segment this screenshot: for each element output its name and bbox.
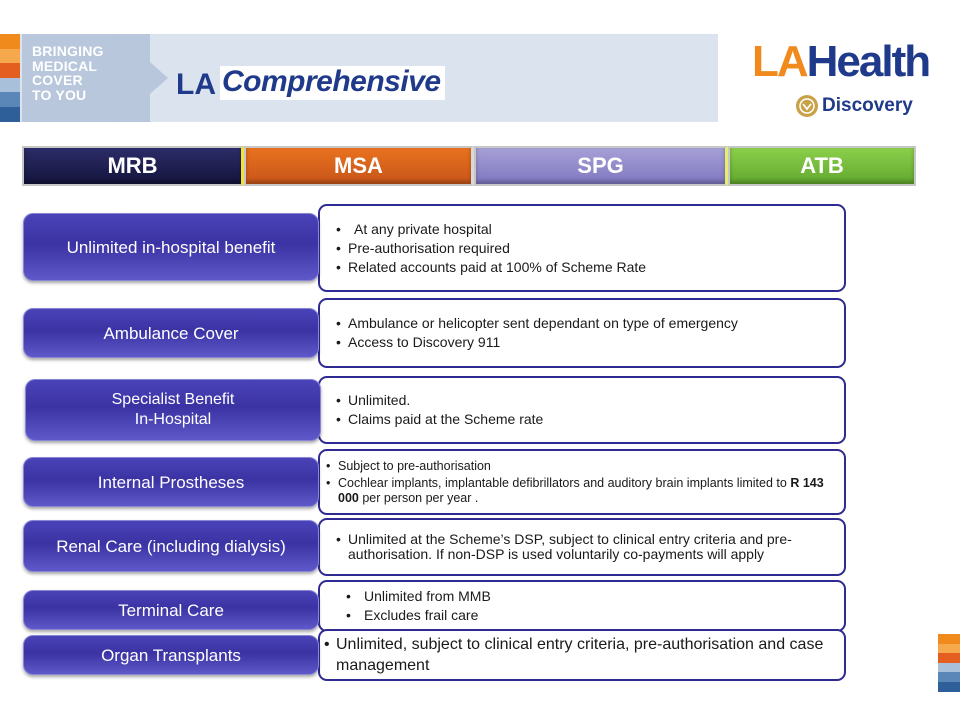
benefit-card-renal [318, 518, 846, 576]
benefit-title-prostheses[interactable] [23, 457, 319, 507]
benefit-point: • At any private hospital [336, 220, 844, 239]
brand-color-stripe-right [938, 634, 960, 692]
benefit-title-in-hospital[interactable] [23, 213, 319, 281]
benefit-card-ambulance [318, 298, 846, 368]
lahealth-logo [752, 37, 930, 86]
tab-msa[interactable]: MSA [244, 146, 474, 186]
benefit-title-specialist[interactable] [25, 379, 321, 441]
stripe-segment [938, 663, 960, 673]
benefit-title-label: Internal Prostheses [97, 472, 245, 492]
brand-color-stripe [0, 34, 20, 122]
tagline-text: BRINGING MEDICAL COVER TO YOU [32, 43, 104, 103]
benefit-title-terminal[interactable] [23, 590, 319, 630]
stripe-segment [0, 63, 20, 78]
benefit-title-line: In-Hospital [134, 411, 212, 428]
benefit-card-transplants [318, 629, 846, 681]
stripe-segment [938, 682, 960, 692]
benefit-title-transplants[interactable] [23, 635, 319, 675]
stripe-segment [0, 107, 20, 122]
plan-name: Comprehensive [222, 65, 441, 98]
benefit-point: • Unlimited at the Scheme’s DSP, subject to clinical entry criteria and pre-authorisation. If non-DSP is used voluntarily co-payments will apply [336, 532, 844, 563]
benefit-point: • Claims paid at the Scheme rate [336, 410, 844, 429]
benefit-point-text: Cochlear implants, implantable defibrillators and auditory brain implants limited to [338, 476, 787, 491]
benefit-title-renal[interactable] [23, 520, 319, 572]
benefit-title-label: Organ Transplants [101, 645, 241, 665]
benefit-card-terminal [318, 580, 846, 632]
stripe-segment [0, 34, 20, 49]
tab-atb[interactable]: ATB [728, 146, 916, 186]
benefit-point: • Related accounts paid at 100% of Scheme Rate [336, 258, 844, 277]
stripe-segment [938, 644, 960, 654]
benefit-point: • Unlimited from MMB [346, 587, 844, 606]
stripe-segment [938, 672, 960, 682]
benefit-card-in-hospital [318, 204, 846, 292]
stripe-segment [0, 78, 20, 93]
benefit-card-prostheses [318, 449, 846, 515]
benefit-title-line: Specialist Benefit [111, 391, 235, 408]
benefit-point: • Pre-authorisation required [336, 239, 844, 258]
benefit-title-label: Terminal Care [118, 600, 224, 620]
benefit-point: • Unlimited. [336, 391, 844, 410]
benefit-title-label: Renal Care (including dialysis) [56, 536, 286, 556]
stripe-segment [938, 653, 960, 663]
stripe-segment [0, 49, 20, 64]
brand-la: LA [752, 37, 807, 86]
benefit-point [326, 476, 844, 505]
benefit-card-specialist [318, 376, 846, 444]
tab-spg[interactable]: SPG [474, 146, 728, 186]
limit-amount: R 143 000 [338, 476, 824, 505]
discovery-badge-icon [796, 95, 818, 117]
tagline-chevron [118, 34, 168, 122]
discovery-logo [796, 95, 913, 117]
benefit-title-ambulance[interactable] [23, 308, 319, 358]
tab-mrb[interactable]: MRB [22, 146, 244, 186]
benefit-point: • Access to Discovery 911 [336, 333, 844, 352]
benefit-point: • Excludes frail care [346, 606, 844, 625]
plan-logo [176, 66, 445, 100]
benefit-point: • Ambulance or helicopter sent dependant on type of emergency [336, 314, 844, 333]
brand-health: Health [806, 37, 930, 86]
benefit-point: • Unlimited, subject to clinical entry criteria, pre-authorisation and case management [324, 634, 844, 676]
benefit-point: • Subject to pre-authorisation [326, 459, 844, 474]
stripe-segment [0, 92, 20, 107]
benefit-title-label: Ambulance Cover [103, 323, 239, 343]
plan-name-box [220, 66, 445, 100]
plan-logo-mark: LA [176, 68, 216, 101]
limit-suffix: per person per year . [358, 490, 479, 505]
stripe-segment [938, 634, 960, 644]
benefit-title-label: Unlimited in-hospital benefit [66, 237, 276, 257]
partner-name: Discovery [822, 95, 913, 116]
